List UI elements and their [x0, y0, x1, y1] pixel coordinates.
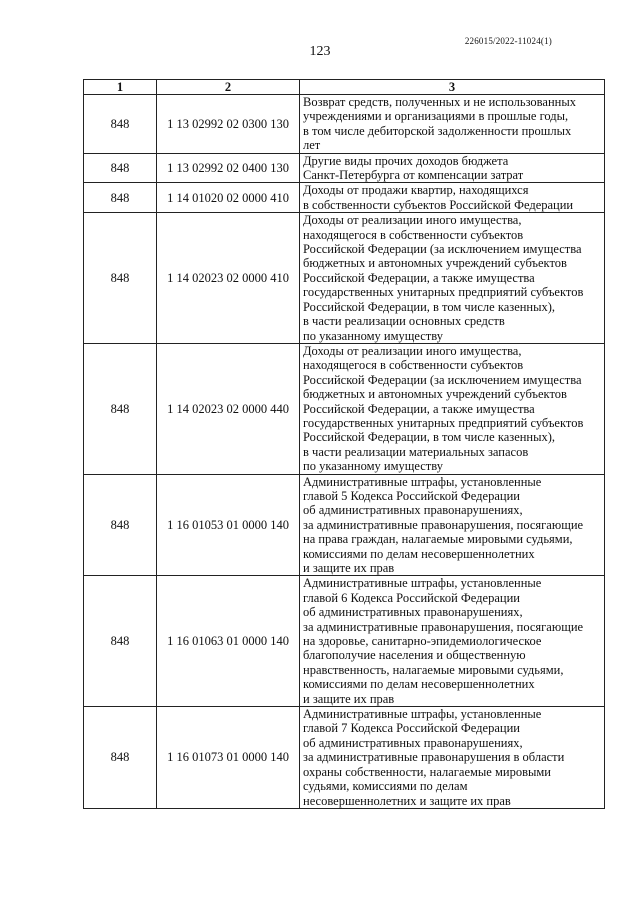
- description-line: на здоровье, санитарно-эпидемиологическое: [303, 634, 542, 649]
- column-header-1: 1: [84, 80, 157, 95]
- description-line: Российской Федерации, а также имущества: [303, 401, 535, 416]
- description-line: об административных правонарушениях,: [303, 605, 523, 620]
- description-line: Доходы от реализации иного имущества,: [303, 343, 522, 358]
- description-line: и защите их прав: [303, 561, 395, 575]
- description-line: по указанному имуществу: [303, 328, 443, 343]
- description-line: благополучие населения и общественную: [303, 648, 526, 663]
- administrator-code-cell: 848: [84, 153, 157, 183]
- table-row: [84, 95, 605, 154]
- description-line: в собственности субъектов Российской Федерации: [303, 197, 574, 212]
- administrator-code-cell: 848: [84, 343, 157, 474]
- administrator-code-cell: 848: [84, 707, 157, 809]
- description-line: лет: [303, 138, 321, 153]
- table-header-row: [84, 80, 605, 95]
- column-header-3: 3: [300, 80, 605, 95]
- description-line: охраны собственности, налагаемые мировыми: [303, 764, 551, 779]
- description-line: главой 5 Кодекса Российской Федерации: [303, 488, 520, 503]
- description-line: Административные штрафы, установленные: [303, 576, 542, 591]
- description-line: Доходы от продажи квартир, находящихся: [303, 183, 529, 198]
- table-row: [84, 343, 605, 474]
- administrator-code-cell: 848: [84, 213, 157, 344]
- budget-classification-code-cell: 1 14 02023 02 0000 410: [157, 213, 300, 344]
- table-row: [84, 474, 605, 576]
- budget-classification-code-cell: 1 14 01020 02 0000 410: [157, 183, 300, 213]
- revenue-description-cell: [300, 213, 605, 344]
- table-body: [84, 95, 605, 809]
- table-row: [84, 183, 605, 213]
- description-line: судьями, комиссиями по делам: [303, 779, 468, 794]
- revenue-description-cell: [300, 576, 605, 707]
- description-line: за административные правонарушения, посягающие: [303, 517, 584, 532]
- revenue-description-cell: [300, 153, 605, 183]
- administrator-code-cell: 848: [84, 183, 157, 213]
- description-line: Российской Федерации, в том числе казенных),: [303, 299, 556, 314]
- table-row: [84, 707, 605, 809]
- revenue-description-cell: [300, 343, 605, 474]
- description-line: государственных унитарных предприятий субъектов: [303, 415, 584, 430]
- document-id: 226015/2022-11024(1): [464, 36, 552, 46]
- revenue-description-cell: [300, 474, 605, 576]
- description-line: Российской Федерации, в том числе казенных),: [303, 430, 556, 445]
- revenue-description-cell: [300, 183, 605, 213]
- description-line: главой 7 Кодекса Российской Федерации: [303, 721, 520, 736]
- revenue-codes-table: [83, 79, 605, 809]
- description-line: за административные правонарушения, посягающие: [303, 619, 584, 634]
- description-line: по указанному имуществу: [303, 459, 443, 474]
- description-line: государственных унитарных предприятий субъектов: [303, 285, 584, 300]
- description-line: Другие виды прочих доходов бюджета: [303, 153, 509, 168]
- table-row: [84, 213, 605, 344]
- description-line: Доходы от реализации иного имущества,: [303, 213, 522, 228]
- description-line: бюджетных и автономных учреждений субъектов: [303, 256, 567, 271]
- table-row: [84, 153, 605, 183]
- administrator-code-cell: 848: [84, 576, 157, 707]
- description-line: на права граждан, налагаемые мировыми судьями,: [303, 532, 573, 547]
- description-line: Административные штрафы, установленные: [303, 707, 542, 722]
- description-line: находящегося в собственности субъектов: [303, 358, 524, 373]
- budget-classification-code-cell: 1 16 01053 01 0000 140: [157, 474, 300, 576]
- administrator-code-cell: 848: [84, 474, 157, 576]
- column-header-2: 2: [157, 80, 300, 95]
- table-row: [84, 576, 605, 707]
- revenue-description-cell: [300, 707, 605, 809]
- description-line: находящегося в собственности субъектов: [303, 227, 524, 242]
- description-line: несовершеннолетних и защите их прав: [303, 793, 511, 808]
- description-line: в том числе дебиторской задолженности прошлых: [303, 123, 572, 138]
- description-line: Возврат средств, полученных и не использованных: [303, 95, 576, 109]
- description-line: в части реализации материальных запасов: [303, 444, 529, 459]
- description-line: комиссиями по делам несовершеннолетних: [303, 677, 535, 692]
- description-line: за административные правонарушения в области: [303, 750, 565, 765]
- description-line: об административных правонарушениях,: [303, 735, 523, 750]
- description-line: Российской Федерации (за исключением имущества: [303, 242, 582, 257]
- description-line: нравственность, налагаемые мировыми судьями,: [303, 662, 564, 677]
- description-line: Российской Федерации, а также имущества: [303, 270, 535, 285]
- description-line: в части реализации основных средств: [303, 314, 505, 329]
- administrator-code-cell: 848: [84, 95, 157, 154]
- budget-classification-code-cell: 1 13 02992 02 0400 130: [157, 153, 300, 183]
- description-line: Санкт-Петербурга от компенсации затрат: [303, 168, 524, 183]
- description-line: Административные штрафы, установленные: [303, 474, 542, 489]
- budget-classification-code-cell: 1 16 01073 01 0000 140: [157, 707, 300, 809]
- budget-classification-code-cell: 1 14 02023 02 0000 440: [157, 343, 300, 474]
- description-line: главой 6 Кодекса Российской Федерации: [303, 590, 520, 605]
- description-line: и защите их прав: [303, 691, 395, 706]
- budget-classification-code-cell: 1 16 01063 01 0000 140: [157, 576, 300, 707]
- description-line: об административных правонарушениях,: [303, 503, 523, 518]
- description-line: Российской Федерации (за исключением имущества: [303, 372, 582, 387]
- description-line: учреждениями и организациями в прошлые годы,: [303, 109, 569, 124]
- page-number: 123: [309, 44, 331, 59]
- revenue-description-cell: [300, 95, 605, 154]
- budget-classification-code-cell: 1 13 02992 02 0300 130: [157, 95, 300, 154]
- description-line: комиссиями по делам несовершеннолетних: [303, 546, 535, 561]
- description-line: бюджетных и автономных учреждений субъектов: [303, 387, 567, 402]
